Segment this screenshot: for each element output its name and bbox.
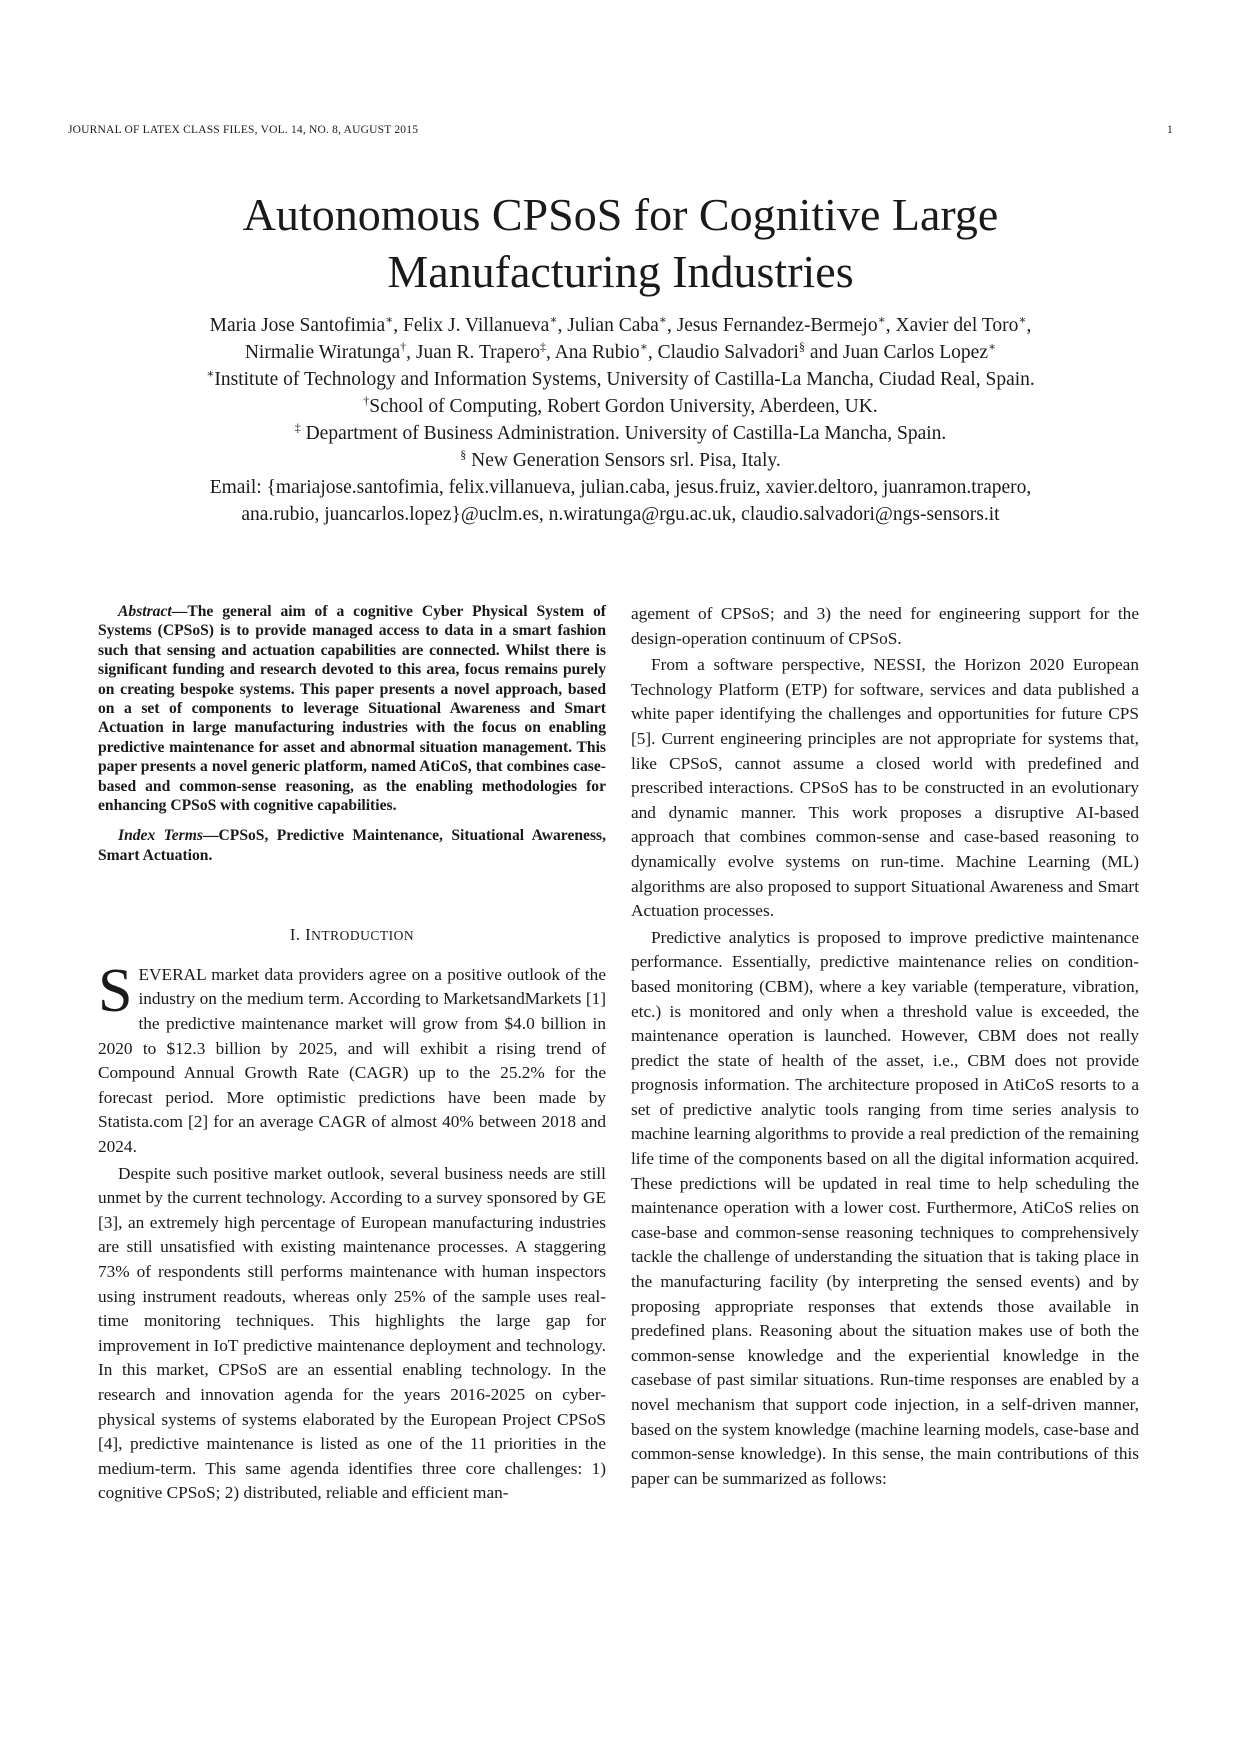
index-terms: Index Terms—CPSoS, Predictive Maintenance, Situational Awareness, Smart Actuation. [98, 827, 606, 864]
right-paragraph-2: Predictive analytics is proposed to improve predictive maintenance performance. Essentially, predictive maintenance relies on condition-based monitoring (CBM), where a key variable (temperature, vibration, etc.) is monitored and only when a threshold value is exceeded, the maintenance operation is launched. However, CBM does not really predict the state of health of the asset, i.e., CBM does not provide prognosis information. The architecture proposed in AtiCoS resorts to a set of predictive analytic tools ranging from time series analysis to machine learning algorithms to provide a real prediction of the remaining life time of the components based on all the digital information acquired. These predictions will be updated in real time to help scheduling the maintenance operation with a lower cost. Furthermore, AtiCoS relies on case-base and common-sense reasoning techniques to comprehensively tackle the challenge of understanding the situation that is taking place in the manufacturing facility (by interpreting the sensed events) and by proposing appropriate responses that extends those available in predefined plans. Reasoning about the situation makes use of both the common-sense knowledge and the experiential knowledge in the casebase of past similar situations. Run-time responses are enabled by a novel mechanism that support code injection, in a self-driven manner, based on the system knowledge (machine learning models, case-base and common-sense knowledge). In this sense, the main contributions of this paper can be summarized as follows: [631, 927, 1139, 1488]
journal-name: JOURNAL OF LATEX CLASS FILES, VOL. 14, NO. 8, AUGUST 2015 [68, 124, 419, 136]
affiliation-2: †School of Computing, Robert Gordon University, Aberdeen, UK. [363, 393, 878, 417]
email-line-2: ana.rubio, juancarlos.lopez}@uclm.es, n.wiratunga@rgu.ac.uk, claudio.salvadori@ngs-sensors.it [241, 504, 1000, 525]
intro-paragraph-1: SEVERAL market data providers agree on a positive outlook of the industry on the medium term. According to MarketsandMarkets [1] the predictive maintenance market will grow from $4.0 billion in 2020 to $12.3 billion by 2025, and will exhibit a rising trend of Compound Annual Growth Rate (CAGR) up to the 25.2% for the forecast period. More optimistic predictions have been made by Statista.com [2] for an average CAGR of almost 40% between 2018 and 2024. [98, 956, 606, 1157]
abstract: Abstract—The general aim of a cognitive Cyber Physical System of Systems (CPSoS) is to provide managed access to data in a smart fashion such that sensing and actuation capabilities are connected. Whilst there is significant funding and research devoted to this area, focus remains purely on creating bespoke systems. This paper presents a novel approach, based on a set of components to leverage Situational Awareness and Smart Actuation in large manufacturing industries with the focus on enabling predictive maintenance for asset and abnormal situation management. This paper presents a novel generic platform, named AtiCoS, that combines case-based and common-sense reasoning, as the enabling methodologies for enhancing CPSoS with cognitive capabilities. [98, 603, 606, 815]
email-line-1: Email: {mariajose.santofimia, felix.villanueva, julian.caba, jesus.fruiz, xavier.deltoro, juanramon.trapero, [209, 477, 1032, 498]
drop-cap: S [98, 956, 133, 1025]
author-line-1: Maria Jose Santofimia∗, Felix J. Villanueva∗, Julian Caba∗, Jesus Fernandez-Bermejo∗, Xavier del Toro∗, [209, 312, 1032, 336]
affiliation-3: ‡ Department of Business Administration. University of Castilla-La Mancha, Spain. [294, 420, 947, 444]
running-head [68, 124, 1173, 136]
paper-title [120, 186, 1121, 300]
title-line-2: Manufacturing Industries [387, 246, 854, 297]
left-column [98, 602, 606, 1506]
affiliation-4: § New Generation Sensors srl. Pisa, Italy. [460, 447, 781, 471]
affiliation-1: ∗Institute of Technology and Information Systems, University of Castilla-La Mancha, Ciudad Real, Spain. [206, 366, 1035, 390]
section-heading-introduction: I. INTRODUCTION [289, 925, 415, 945]
page-number: 1 [1167, 124, 1173, 136]
title-line-1: Autonomous CPSoS for Cognitive Large [242, 189, 999, 240]
right-column [631, 602, 1139, 1491]
right-paragraph-1: From a software perspective, NESSI, the Horizon 2020 European Technology Platform (ETP) for software, services and data published a white paper identifying the challenges and opportunities for future CPS [5]. Current engineering principles are not appropriate for systems that, like CPSoS, cannot assume a closed world with predefined and prescribed interactions. CPSoS has to be constructed in an evolutionary and dynamic manner. This work proposes a disruptive AI-based approach that combines common-sense and case-based reasoning to dynamically evolve systems on run-time. Machine Learning (ML) algorithms are also proposed to support Situational Awareness and Smart Actuation processes. [631, 655, 1139, 921]
right-paragraph-0: agement of CPSoS; and 3) the need for engineering support for the design-operation continuum of CPSoS. [631, 604, 1139, 648]
author-line-2: Nirmalie Wiratunga†, Juan R. Trapero‡, Ana Rubio∗, Claudio Salvadori§ and Juan Carlos Lopez∗ [244, 339, 997, 363]
author-block [70, 312, 1171, 528]
intro-paragraph-2: Despite such positive market outlook, several business needs are still unmet by the current technology. According to a survey sponsored by GE [3], an extremely high percentage of European manufacturing industries are still unsatisfied with existing maintenance processes. A staggering 73% of respondents still performs maintenance with human inspectors using instrument readouts, whereas only 25% of the sample uses real-time monitoring techniques. This highlights the large gap for improvement in IoT predictive maintenance deployment and technology. In this market, CPSoS are an essential enabling technology. In the research and innovation agenda for the years 2016-2025 on cyber-physical systems of systems elaborated by the European Project CPSoS [4], predictive maintenance is listed as one of the 11 priorities in the medium-term. This same agenda identifies three core challenges: 1) cognitive CPSoS; 2) distributed, reliable and efficient man- [98, 1163, 606, 1503]
